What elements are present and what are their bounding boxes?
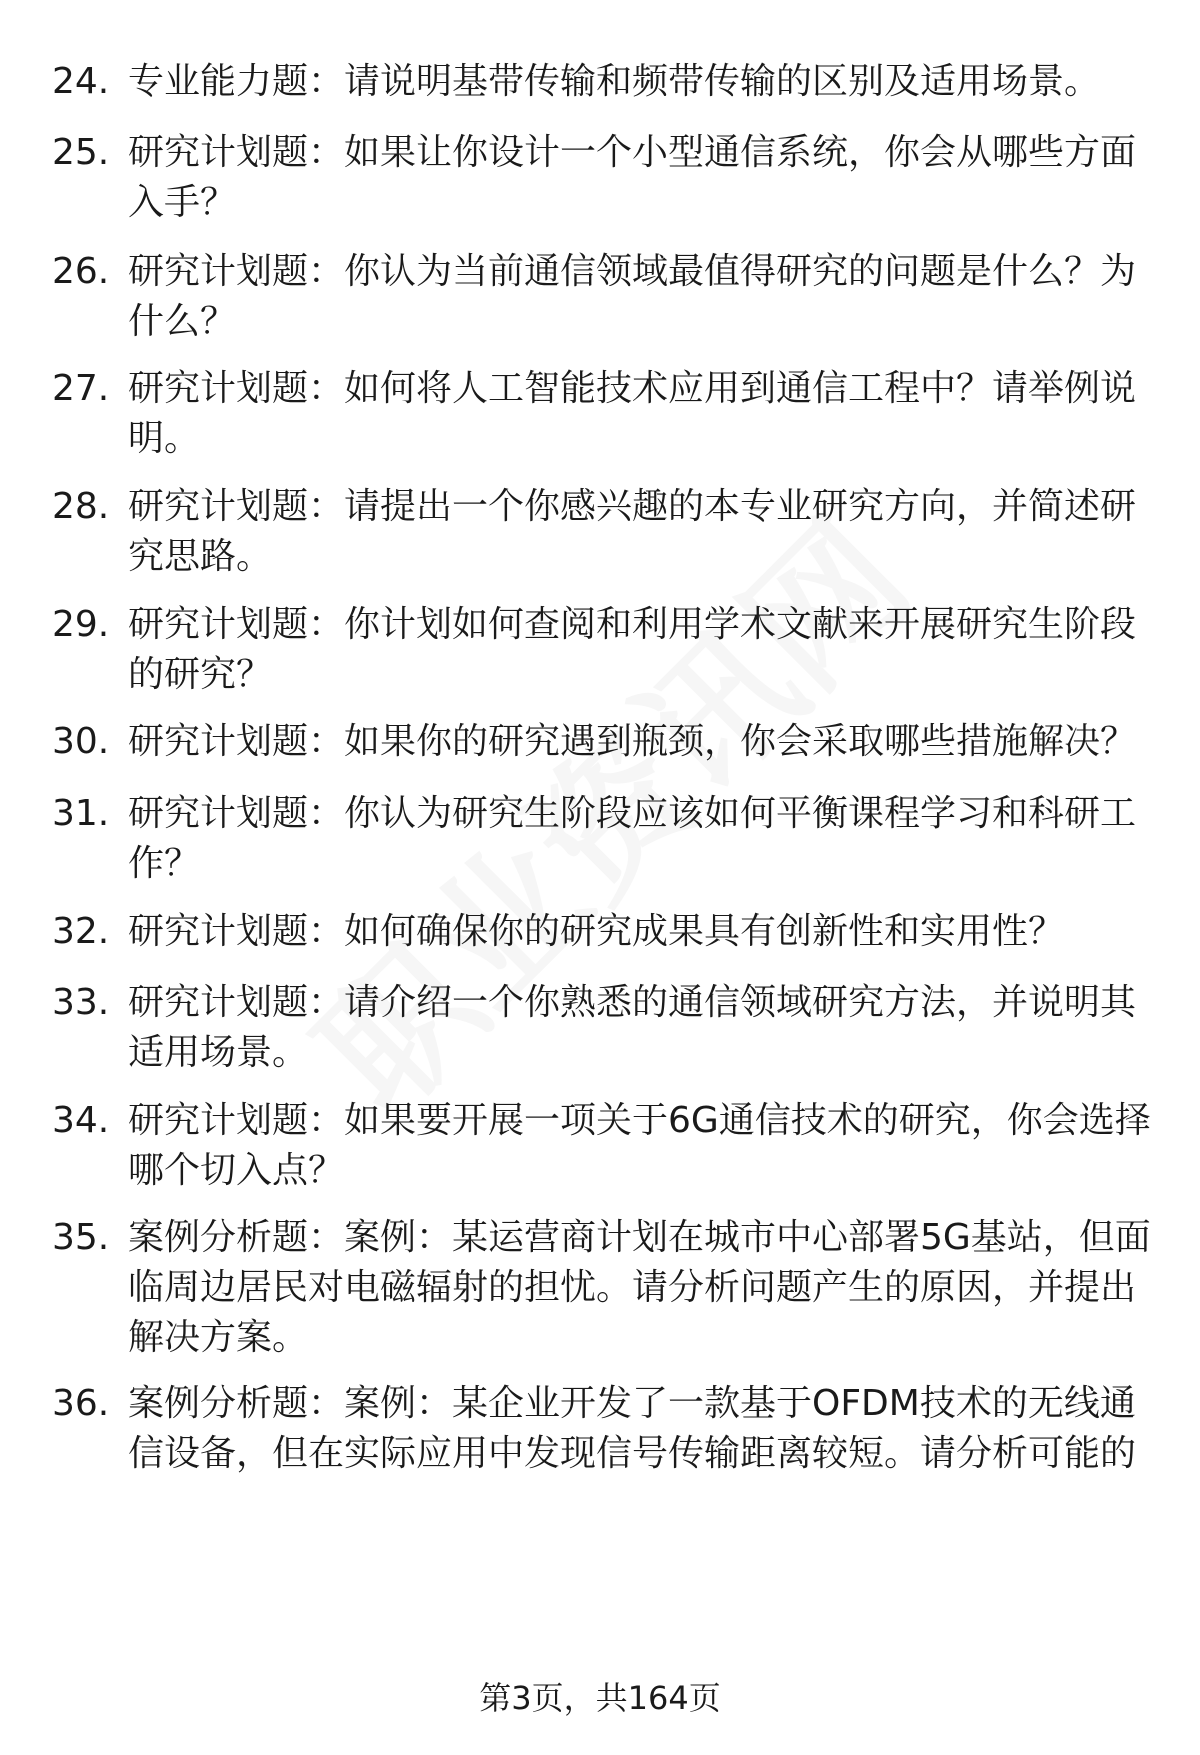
question-item: [52, 789, 1152, 889]
question-item: [52, 717, 1152, 767]
question-text: 案例分析题：案例：某企业开发了一款基于OFDM技术的无线通信设备，但在实际应用中发现信号传输距离较短。请分析可能的: [128, 1383, 1137, 1474]
question-number: 26.: [52, 251, 110, 292]
question-number: 28.: [52, 486, 110, 527]
question-item: [52, 1213, 1152, 1363]
question-number: 32.: [52, 911, 110, 952]
question-text: 研究计划题：如果让你设计一个小型通信系统，你会从哪些方面入手？: [128, 132, 1137, 223]
question-text: 案例分析题：案例：某运营商计划在城市中心部署5G基站，但面临周边居民对电磁辐射的担忧。请分析问题产生的原因，并提出解决方案。: [128, 1217, 1151, 1358]
question-text: 研究计划题：如何将人工智能技术应用到通信工程中？请举例说明。: [128, 368, 1137, 459]
question-item: [52, 128, 1152, 228]
question-number: 25.: [52, 132, 110, 173]
question-item: [52, 57, 1152, 107]
question-item: [52, 247, 1152, 347]
question-number: 35.: [52, 1217, 110, 1258]
question-item: [52, 1096, 1152, 1196]
question-text: 研究计划题：如果你的研究遇到瓶颈，你会采取哪些措施解决？: [128, 721, 1137, 762]
question-number: 30.: [52, 721, 110, 762]
question-number: 34.: [52, 1100, 110, 1141]
question-number: 29.: [52, 604, 110, 645]
question-text: 研究计划题：你认为当前通信领域最值得研究的问题是什么？为什么？: [128, 251, 1137, 342]
question-item: [52, 907, 1152, 957]
question-item: [52, 482, 1152, 582]
question-text: 研究计划题：你计划如何查阅和利用学术文献来开展研究生阶段的研究？: [128, 604, 1137, 695]
question-number: 36.: [52, 1383, 110, 1424]
question-item: [52, 364, 1152, 464]
question-number: 31.: [52, 793, 110, 834]
question-text: 研究计划题：你认为研究生阶段应该如何平衡课程学习和科研工作？: [128, 793, 1137, 884]
question-number: 33.: [52, 982, 110, 1023]
question-text: 研究计划题：请介绍一个你熟悉的通信领域研究方法，并说明其适用场景。: [128, 982, 1137, 1073]
question-text: 研究计划题：如何确保你的研究成果具有创新性和实用性？: [128, 911, 1065, 952]
question-text: 研究计划题：请提出一个你感兴趣的本专业研究方向，并简述研究思路。: [128, 486, 1137, 577]
question-item: [52, 1379, 1152, 1479]
page-footer: 第3页，共164页: [479, 1679, 721, 1717]
question-number: 27.: [52, 368, 110, 409]
question-text: 研究计划题：如果要开展一项关于6G通信技术的研究，你会选择哪个切入点？: [128, 1100, 1151, 1191]
question-item: [52, 978, 1152, 1078]
question-number: 24.: [52, 61, 110, 102]
question-item: [52, 600, 1152, 700]
question-text: 专业能力题：请说明基带传输和频带传输的区别及适用场景。: [128, 61, 1101, 102]
